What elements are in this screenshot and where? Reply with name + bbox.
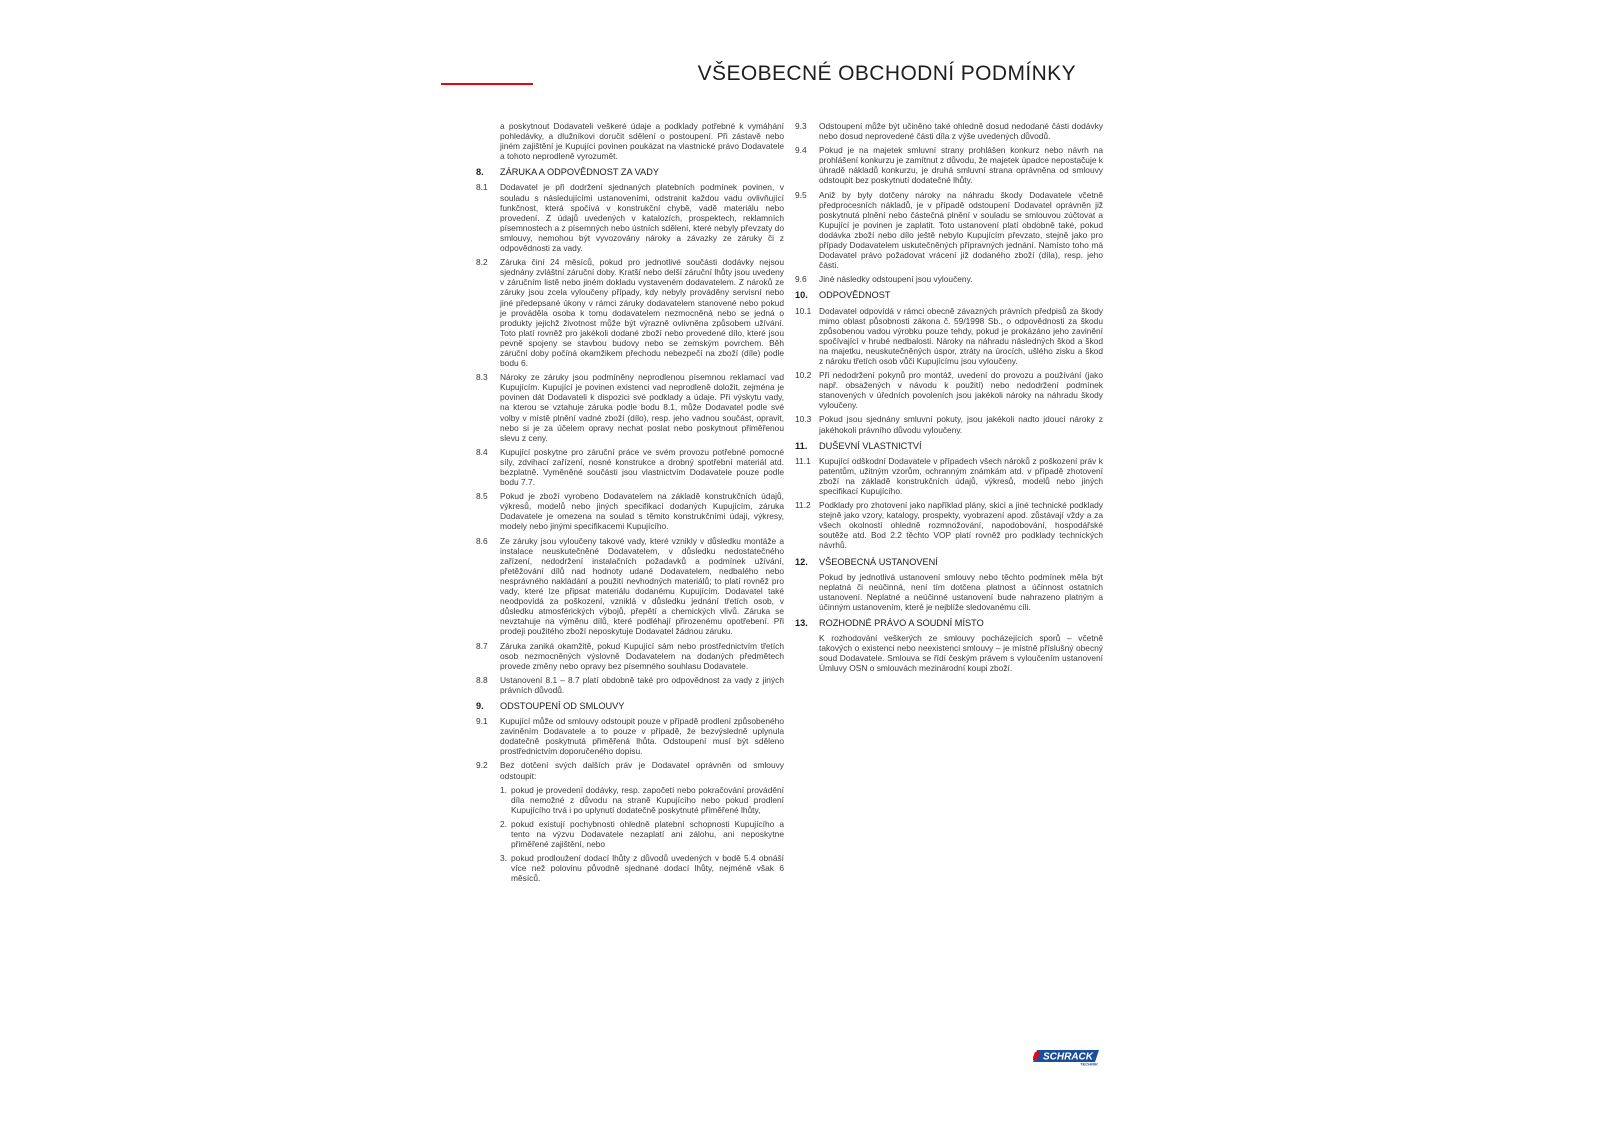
clause-number: 10.1 (795, 305, 812, 316)
clause-paragraph (476, 536, 784, 637)
clause-paragraph (476, 675, 784, 695)
section-heading (795, 557, 1103, 567)
clause-number: 8.8 (476, 674, 488, 685)
clause-text: Ustanovení 8.1 – 8.7 platí obdobně také pro odpovědnost za vady z jiných právních důvodů. (500, 674, 784, 695)
heading-text: ODPOVĚDNOST (819, 290, 891, 301)
clause-paragraph (795, 274, 1103, 284)
left-text-column (476, 121, 784, 887)
clause-text: pokud je provedení dodávky, resp. započetí nebo pokračování provádění díla nemožné z důvodu na straně Kupujícího nebo pokud prodlení Kupujícího trvá i po uplynutí dodatečně poskytnuté přiměřené lhůty, (511, 784, 784, 815)
heading-text: ODSTOUPENÍ OD SMLOUVY (500, 700, 625, 711)
clause-number: 11.1 (795, 455, 811, 466)
clause-number: 9. (476, 700, 484, 711)
clause-text: Bez dotčení svých dalších práv je Dodavatel oprávněn od smlouvy odstoupit: (500, 760, 784, 781)
clause-paragraph (795, 456, 1103, 496)
clause-number: 3. (500, 853, 507, 864)
clause-number: 9.2 (476, 760, 488, 771)
clause-number: 9.3 (795, 121, 807, 131)
clause-text: Odstoupení může být učiněno také ohledně dosud nedodané části dodávky nebo dosud neprovedené části díla z výše uvedených důvodů. (819, 121, 1103, 142)
clause-paragraph (476, 121, 784, 161)
clause-number: 11.2 (795, 500, 811, 511)
clause-text: Kupující odškodní Dodavatele v případech všech nároků z poškození práv k patentům, užitným vzorům, ochranným známkám atd. v případě zhotovení zboží na základě konstrukčních údajů, výkresů, modelů nebo jiných specifikací Kupujícího. (819, 455, 1103, 496)
section-heading (795, 290, 1103, 300)
clause-number: 10.3 (795, 414, 812, 425)
clause-number: 2. (500, 818, 507, 829)
clause-text: Pokud by jednotlivá ustanovení smlouvy nebo těchto podmínek měla být neplatná či neúčinná, není tím dotčena platnost a účinnost ostatních ustanovení. Neplatné a neúčinné ustanovení bude nahrazeno platným a účinným ustanovením, které je nejblíže sledovanému cíli. (819, 571, 1103, 612)
clause-number: 8.2 (476, 257, 488, 268)
clause-paragraph (795, 500, 1103, 550)
logo-subtext: TECHNIK (1080, 1061, 1098, 1066)
clause-number: 12. (795, 556, 808, 567)
clause-text: pokud existují pochybnosti ohledně platební schopnosti Kupujícího a tento na výzvu Dodavatele nezaplatí ani zálohu, ani neposkytne přiměřené zajištění, nebo (511, 818, 784, 850)
clause-text: Kupující může od smlouvy odstoupit pouze v případě prodlení způsobeného zaviněním Dodavatele a to pouze v případě, že bezvýsledně uplynula dodatečně poskytnutá přiměřená lhůta. Odstoupení musí být sděleno prostřednictvím doporučeného dopisu. (500, 716, 784, 757)
clause-paragraph (795, 633, 1103, 673)
heading-text: ROZHODNÉ PRÁVO A SOUDNÍ MÍSTO (819, 618, 984, 629)
clause-number: 1. (500, 784, 507, 795)
clause-paragraph (795, 121, 1103, 141)
right-text-column (795, 121, 1103, 678)
clause-paragraph (476, 372, 784, 443)
clause-number: 9.6 (795, 274, 807, 285)
clause-text: K rozhodování veškerých ze smlouvy pocházejících sporů – včetně takových o existenci nebo neexistenci smlouvy – je místně příslušný obecný soud Dodavatele. Smlouva se řídí českým právem s vyloučením ustanovení Úmluvy OSN o smlouvách mezinárodní koupi zboží. (819, 633, 1103, 674)
clause-number: 8.4 (476, 446, 488, 457)
clause-text: pokud prodloužení dodací lhůty z důvodů uvedených v bodě 5.4 obnáší více než polovinu původně sjednané dodací lhůty, nejméně však 6 měsíců. (511, 853, 784, 884)
clause-number (795, 572, 819, 612)
clause-text: Kupující poskytne pro záruční práce ve svém provozu potřebné pomocné síly, zdvihací zařízení, nosné konstrukce a drobný spotřební materiál atd. bezplatně. Vyměněné součásti jsou vlastnictvím Dodavatele pouze podle bodu 7.7. (500, 446, 784, 488)
clause-text: Aniž by byly dotčeny nároky na náhradu škody Dodavatele včetně předprocesních nákladů, je v případě odstoupení Dodavatel oprávněn již poskytnutá plnění nebo částečná plnění v souladu se smlouvou zúčtovat a Kupující je povinen je zaplatit. Toto ustanovení platí obdobně také, pokud dodávka zboží nebo dílo ještě nebylo Kupujícím převzato, stejně jako pro případy Dodavatelem uskutečněných přípravných jednání. Namísto toho má Dodavatel právo požadovat vrácení již dodaného zboží (díla), resp. jeho části. (819, 189, 1103, 271)
clause-paragraph (476, 641, 784, 671)
sub-list-item (500, 819, 784, 849)
clause-text: Nároky ze záruky jsou podmíněny neprodlenou písemnou reklamací vad Kupujícím. Kupující je povinen existenci vad neprodleně doložit, zejména je povinen dát Dodavateli k dispozici své podklady a údaje. Při výskytu vady, na kterou se vztahuje záruka podle bodu 8.1, může Dodavatel podle své volby v místě plnění vadné zboží (dílo), resp. jeho vadnou součást, opravit, nebo si je za účelem opravy nechat poslat nebo poskytnout přiměřenou slevu z ceny. (500, 372, 784, 443)
clause-number: 8.6 (476, 535, 488, 546)
clause-text: Ze záruky jsou vyloučeny takové vady, které vznikly v důsledku montáže a instalace neuskutečněné Dodavatelem, v důsledku nedostatečného zařízení, nedodržení instalačních požadavků a podmínek užívání, přetěžování dílů nad hodnoty udané Dodavatelem, nedbalého nebo nesprávného nakládání a použití nevhodných materiálů; to platí rovněž pro vady, které lze připsat materiálu dodanému Kupujícím. Dodavatel také neodpovídá za poškození, vzniklá v důsledku jednání třetích osob, v důsledku atmosférických výbojů, přepětí a chemických vlivů. Záruka se nevztahuje na výměnu dílů, které podléhají přirozenému opotřebení. Při prodeji použitého zboží neposkytuje Dodavatel žádnou záruku. (500, 535, 784, 637)
clause-paragraph (476, 716, 784, 756)
clause-paragraph (476, 447, 784, 487)
page-title: VŠEOBECNÉ OBCHODNÍ PODMÍNKY (697, 62, 1076, 85)
clause-text: Záruka činí 24 měsíců, pokud pro jednotlivé součásti dodávky nejsou sjednány zvláštní záruční doby. Kratší nebo delší záruční lhůty jsou uvedeny v záručním listě nebo jiném dokladu vystaveném dodavatelem. Z nároků ze záruky jsou zcela vyloučeny případy, kdy nebyly prováděny servisní nebo jiné předepsané úkony v rámci záruky dodavatelem stanovené nebo pokud je prováděla osoba k tomu dodavatelem nezmocněná nebo se jedná o produkty jejichž životnost může být výrazně ovlivněna způsobem užívání. Toto platí rovněž pro jakékoli dodané zboží nebo provedené dílo, které jsou pevně spojeny se stavbou budovy nebo se zemským povrchem. Běh záruční doby počíná okamžikem přechodu nebezpečí na zboží (díle) podle bodu 6. (500, 257, 784, 369)
clause-number: 10. (795, 290, 808, 301)
clause-paragraph (795, 414, 1103, 434)
clause-paragraph (795, 572, 1103, 612)
clause-number: 11. (795, 440, 808, 451)
clause-number: 8.7 (476, 640, 488, 651)
clause-number: 9.4 (795, 145, 807, 156)
clause-text: Záruka zaniká okamžitě, pokud Kupující sám nebo prostřednictvím třetích osob nezmocněných výslovně Dodavatelem na dodaných předmětech provede změny nebo opravy bez písemného souhlasu Dodavatele. (500, 640, 784, 671)
section-heading (795, 618, 1103, 628)
schrack-logo (1033, 1048, 1099, 1066)
section-heading (476, 167, 784, 177)
clause-number: 13. (795, 618, 808, 629)
clause-text: Dodavatel odpovídá v rámci obecně závazných právních předpisů za škody mimo oblast působnosti zákona č. 59/1998 Sb., o odpovědnosti za škodu způsobenou vadou výrobku pouze tehdy, pokud je prokázáno jeho zavinění spočívající v hrubé nedbalosti. Nároky na náhradu následných škod a škod na majetku, neuskutečněných úspor, ztráty na úrocích, ušlého zisku a škod z nároku třetích osob vůči Kupujícímu jsou vyloučeny. (819, 305, 1103, 366)
section-heading (795, 441, 1103, 451)
clause-number: 8. (476, 167, 484, 178)
title-accent-line (441, 83, 533, 85)
clause-number: 8.5 (476, 491, 488, 502)
clause-number (795, 633, 819, 673)
sub-list-item (500, 785, 784, 815)
clause-paragraph (795, 190, 1103, 271)
heading-text: VŠEOBECNÁ USTANOVENÍ (819, 556, 938, 567)
clause-number: 9.1 (476, 716, 488, 727)
clause-number: 10.2 (795, 370, 812, 381)
clause-text: Dodavatel je při dodržení sjednaných platebních podmínek povinen, v souladu s následujícími ustanoveními, odstranit každou vadu ovlivňující funkčnost, která spočívá v konstrukční chybě, vadě materiálu nebo provedení. Z údajů uvedených v katalozích, prospektech, reklamních písemnostech a z písemných nebo ústních sdělení, které nebyly převzaty do smlouvy, nemohou být vyvozovány nároky a závazky ze záruky či z odpovědnosti za vady. (500, 182, 784, 254)
clause-paragraph (476, 182, 784, 253)
clause-number: 8.3 (476, 372, 488, 383)
clause-text: Při nedodržení pokynů pro montáž, uvedení do provozu a používání (jako např. obsažených v návodu k použití) nebo nedodržení podmínek stanovených v úředních povoleních jsou jakékoli nároky na náhradu škody vyloučeny. (819, 370, 1103, 411)
sub-list-item (500, 853, 784, 883)
clause-text: Pokud je zboží vyrobeno Dodavatelem na základě konstrukčních údajů, výkresů, modelů nebo jiných specifikací dodaných Kupujícím, záruka Dodavatele je omezena na soulad s těmito konstrukčními údaji, výkresy, modely nebo jinými specifikacemi Kupujícího. (500, 491, 784, 532)
heading-text: DUŠEVNÍ VLASTNICTVÍ (819, 440, 922, 451)
clause-paragraph (795, 145, 1103, 185)
clause-paragraph (476, 257, 784, 368)
heading-text: ZÁRUKA A ODPOVĚDNOST ZA VADY (500, 167, 659, 178)
clause-number: 9.5 (795, 189, 807, 200)
logo-wordmark: SCHRACK (1043, 1051, 1093, 1063)
clause-number (476, 121, 500, 161)
clause-paragraph (795, 370, 1103, 410)
clause-text: Jiné následky odstoupení jsou vyloučeny. (819, 274, 973, 285)
clause-text: a poskytnout Dodavateli veškeré údaje a podklady potřebné k vymáhání pohledávky, a dlužníkovi doručit sdělení o postoupení. Při zástavě nebo jiném zajištění je Kupující povinen poukázat na vlastnické právo Dodavatele a tohoto neprodleně vyrozumět. (500, 121, 784, 162)
clause-text: Podklady pro zhotovení jako například plány, skici a jiné technické podklady stejně jako vzory, katalogy, prospekty, vyobrazení apod. zůstávají vždy a za všech okolností ohledně rozmnožování, napodobování, hospodářské soutěže atd. Bod 2.2 těchto VOP platí rovněž pro podklady technických návrhů. (819, 500, 1103, 551)
clause-paragraph (795, 306, 1103, 367)
clause-paragraph (476, 491, 784, 531)
clause-paragraph (476, 760, 784, 780)
clause-number: 8.1 (476, 182, 488, 193)
section-heading (476, 701, 784, 711)
clause-text: Pokud jsou sjednány smluvní pokuty, jsou jakékoli nadto jdoucí nároky z jakéhokoli právního důvodu vyloučeny. (819, 414, 1103, 435)
clause-text: Pokud je na majetek smluvní strany prohlášen konkurz nebo návrh na prohlášení konkurzu je zamítnut z důvodu, že majetek úpadce nepostačuje k úhradě nákladů konkurzu, je druhá smluvní strana oprávněna od smlouvy odstoupit bez poskytnutí dodatečné lhůty. (819, 145, 1103, 186)
